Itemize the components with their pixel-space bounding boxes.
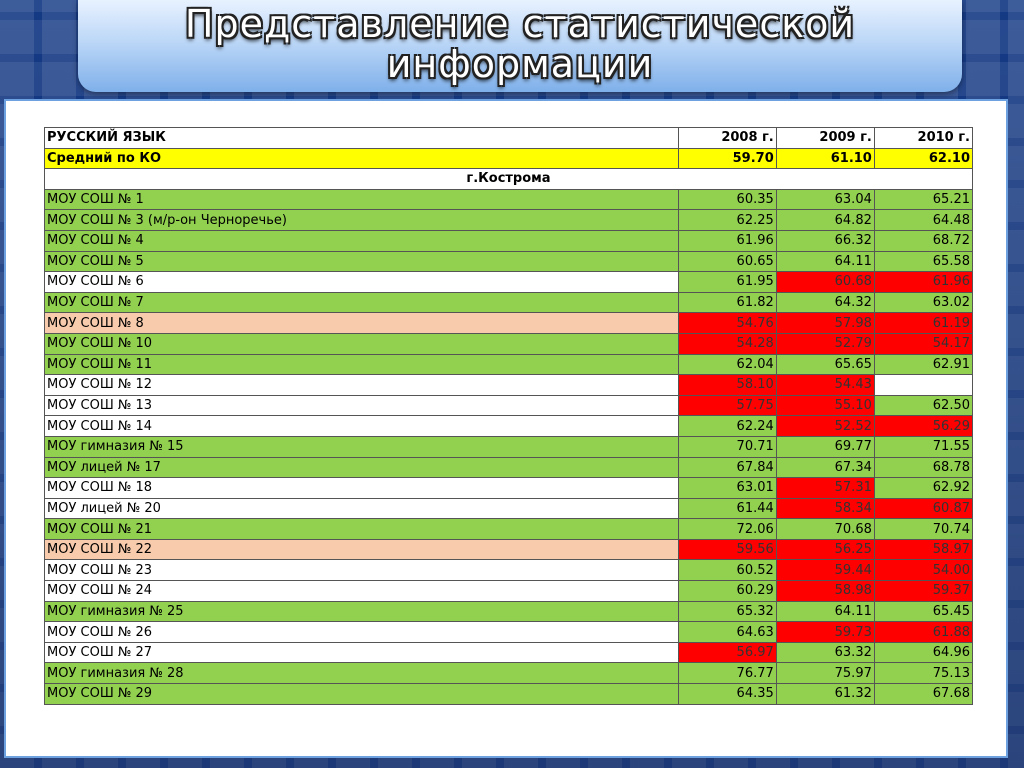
score-cell: 62.24 (678, 416, 776, 437)
score-cell: 58.10 (678, 375, 776, 396)
score-cell: 72.06 (678, 519, 776, 540)
score-cell: 58.34 (776, 498, 874, 519)
score-cell: 54.76 (678, 313, 776, 334)
score-cell: 58.98 (776, 581, 874, 602)
score-cell: 59.44 (776, 560, 874, 581)
score-cell: 56.29 (874, 416, 972, 437)
table-row (45, 375, 973, 396)
school-name: МОУ СОШ № 14 (45, 416, 679, 437)
score-cell: 70.71 (678, 436, 776, 457)
school-name: МОУ СОШ № 6 (45, 272, 679, 293)
score-cell: 54.00 (874, 560, 972, 581)
table-row (45, 272, 973, 293)
score-cell: 60.65 (678, 251, 776, 272)
table-row (45, 622, 973, 643)
score-cell: 68.72 (874, 230, 972, 251)
score-cell: 63.04 (776, 189, 874, 210)
score-cell: 52.79 (776, 333, 874, 354)
score-cell: 69.77 (776, 436, 874, 457)
score-cell: 75.97 (776, 663, 874, 684)
subject-header: РУССКИЙ ЯЗЫК (45, 128, 679, 149)
score-cell: 62.25 (678, 210, 776, 231)
score-cell: 60.52 (678, 560, 776, 581)
school-name: МОУ СОШ № 10 (45, 333, 679, 354)
table-row (45, 313, 973, 334)
table-header-row (45, 128, 973, 149)
score-cell: 61.96 (874, 272, 972, 293)
score-cell: 61.19 (874, 313, 972, 334)
school-name: МОУ СОШ № 4 (45, 230, 679, 251)
average-value: 61.10 (776, 148, 874, 169)
score-cell: 59.56 (678, 539, 776, 560)
score-cell: 60.68 (776, 272, 874, 293)
table-row (45, 601, 973, 622)
score-cell: 61.82 (678, 292, 776, 313)
score-cell: 61.95 (678, 272, 776, 293)
school-name: МОУ СОШ № 13 (45, 395, 679, 416)
table-row (45, 292, 973, 313)
table-row (45, 560, 973, 581)
table-row (45, 436, 973, 457)
table-row (45, 663, 973, 684)
score-cell: 62.50 (874, 395, 972, 416)
table-row (45, 519, 973, 540)
table-row (45, 333, 973, 354)
score-cell: 60.87 (874, 498, 972, 519)
title-line-2: информации (386, 42, 654, 86)
table-row (45, 684, 973, 705)
school-name: МОУ СОШ № 3 (м/р-он Черноречье) (45, 210, 679, 231)
school-name: МОУ СОШ № 21 (45, 519, 679, 540)
score-cell: 61.96 (678, 230, 776, 251)
table-row (45, 189, 973, 210)
score-cell: 64.11 (776, 251, 874, 272)
score-cell: 65.58 (874, 251, 972, 272)
school-name: МОУ СОШ № 18 (45, 478, 679, 499)
score-cell: 64.82 (776, 210, 874, 231)
city-label: г.Кострома (45, 169, 973, 190)
score-cell: 63.32 (776, 642, 874, 663)
school-name: МОУ СОШ № 7 (45, 292, 679, 313)
score-cell: 71.55 (874, 436, 972, 457)
table-row (45, 498, 973, 519)
score-cell: 57.75 (678, 395, 776, 416)
score-cell: 62.91 (874, 354, 972, 375)
school-name: МОУ СОШ № 26 (45, 622, 679, 643)
school-name: МОУ СОШ № 5 (45, 251, 679, 272)
title-line-1: Представление статистической (184, 2, 856, 46)
score-cell: 60.29 (678, 581, 776, 602)
score-cell: 57.98 (776, 313, 874, 334)
score-cell: 76.77 (678, 663, 776, 684)
year-header: 2009 г. (776, 128, 874, 149)
school-name: МОУ гимназия № 15 (45, 436, 679, 457)
score-cell: 65.32 (678, 601, 776, 622)
score-cell: 67.84 (678, 457, 776, 478)
average-label: Средний по КО (45, 148, 679, 169)
score-cell: 62.92 (874, 478, 972, 499)
score-cell: 70.74 (874, 519, 972, 540)
school-name: МОУ лицей № 17 (45, 457, 679, 478)
score-cell: 64.32 (776, 292, 874, 313)
school-name: МОУ СОШ № 27 (45, 642, 679, 663)
table-row (45, 210, 973, 231)
school-name: МОУ СОШ № 23 (45, 560, 679, 581)
score-cell: 66.32 (776, 230, 874, 251)
score-cell: 64.63 (678, 622, 776, 643)
school-name: МОУ СОШ № 1 (45, 189, 679, 210)
school-name: МОУ лицей № 20 (45, 498, 679, 519)
score-cell: 54.17 (874, 333, 972, 354)
average-value: 59.70 (678, 148, 776, 169)
average-value: 62.10 (874, 148, 972, 169)
table-row (45, 457, 973, 478)
score-cell: 65.21 (874, 189, 972, 210)
score-cell: 64.96 (874, 642, 972, 663)
table-row (45, 642, 973, 663)
score-cell: 64.11 (776, 601, 874, 622)
score-cell: 61.44 (678, 498, 776, 519)
score-cell: 67.34 (776, 457, 874, 478)
school-name: МОУ СОШ № 8 (45, 313, 679, 334)
school-name: МОУ СОШ № 12 (45, 375, 679, 396)
slide-title (78, 4, 962, 84)
table-row (45, 230, 973, 251)
school-name: МОУ СОШ № 24 (45, 581, 679, 602)
score-cell: 63.02 (874, 292, 972, 313)
score-cell: 54.28 (678, 333, 776, 354)
results-table (44, 127, 973, 705)
score-cell: 52.52 (776, 416, 874, 437)
score-cell: 54.43 (776, 375, 874, 396)
table-row (45, 581, 973, 602)
score-cell (874, 375, 972, 396)
score-cell: 61.88 (874, 622, 972, 643)
score-cell: 75.13 (874, 663, 972, 684)
score-cell: 68.78 (874, 457, 972, 478)
score-cell: 65.65 (776, 354, 874, 375)
score-cell: 64.48 (874, 210, 972, 231)
score-cell: 60.35 (678, 189, 776, 210)
table-row (45, 416, 973, 437)
score-cell: 61.32 (776, 684, 874, 705)
table-row (45, 478, 973, 499)
score-cell: 63.01 (678, 478, 776, 499)
score-cell: 55.10 (776, 395, 874, 416)
table-row (45, 539, 973, 560)
city-row (45, 169, 973, 190)
year-header: 2008 г. (678, 128, 776, 149)
score-cell: 65.45 (874, 601, 972, 622)
score-cell: 62.04 (678, 354, 776, 375)
score-cell: 56.97 (678, 642, 776, 663)
score-cell: 64.35 (678, 684, 776, 705)
score-cell: 70.68 (776, 519, 874, 540)
table-row (45, 395, 973, 416)
year-header: 2010 г. (874, 128, 972, 149)
score-cell: 56.25 (776, 539, 874, 560)
score-cell: 57.31 (776, 478, 874, 499)
table-row (45, 354, 973, 375)
school-name: МОУ СОШ № 11 (45, 354, 679, 375)
table-row (45, 251, 973, 272)
school-name: МОУ гимназия № 25 (45, 601, 679, 622)
score-cell: 58.97 (874, 539, 972, 560)
school-name: МОУ СОШ № 29 (45, 684, 679, 705)
score-cell: 59.73 (776, 622, 874, 643)
school-name: МОУ СОШ № 22 (45, 539, 679, 560)
school-name: МОУ гимназия № 28 (45, 663, 679, 684)
score-cell: 67.68 (874, 684, 972, 705)
score-cell: 59.37 (874, 581, 972, 602)
average-row (45, 148, 973, 169)
